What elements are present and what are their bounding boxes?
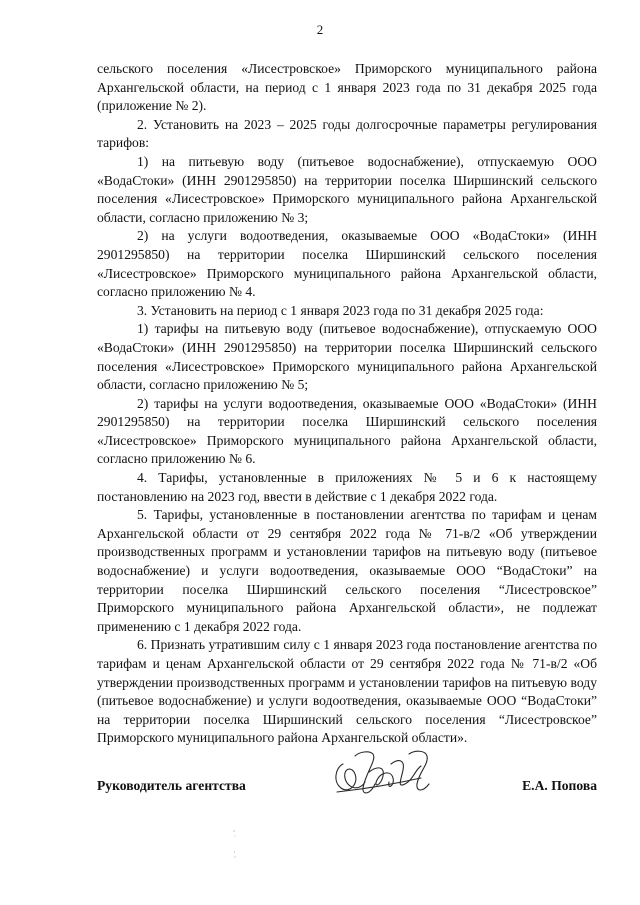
page-number: 2 — [316, 22, 324, 37]
paragraph: сельского поселения «Лисестровское» Приморского муниципального района Архангельской области, на период с 1 января 2023 года по 31 декабря 2025 года (приложение № 2). — [97, 61, 597, 114]
handwritten-signature — [325, 744, 445, 808]
paragraph: 2) на услуги водоотведения, оказываемые ООО «ВодаСтоки» (ИНН 2901295850) на территории поселка Ширшинский сельского поселения «Лисестровское» Приморского муниципального района Архангельской области, согласно приложению № 4. — [97, 228, 597, 300]
paragraph: 6. Признать утратившим силу с 1 января 2023 года постановление агентства по тарифам и ценам Архангельской области от 29 сентября 2022 года № 71-в/2 «Об утверждении производственных программ и установлении тарифов на питьевую воду (питьевое водоснабжение) и услуги водоотведения, оказываемые ООО “ВодаСтоки” на территории поселка Ширшинский сельского поселения “Лисестровское” Приморского муниципального района Архангельской области». — [97, 637, 597, 746]
paragraph: 4. Тарифы, установленные в приложениях № 5 и 6 к настоящему постановлению на 2023 год, ввести в действие с 1 декабря 2022 года. — [97, 470, 597, 504]
document-body — [97, 60, 597, 748]
paragraph: 2. Установить на 2023 – 2025 годы долгосрочные параметры регулирования тарифов: — [97, 116, 597, 151]
signer-position: Руководитель агентства — [97, 778, 246, 793]
paragraph: 1) тарифы на питьевую воду (питьевое водоснабжение), отпускаемую ООО «ВодаСтоки» (ИНН 2901295850) на территории поселка Ширшинский сельского поселения «Лисестровское» Приморского муниципального района Архангельской области, согласно приложению № 5; — [97, 321, 597, 393]
paragraph: 3. Установить на период с 1 января 2023 года по 31 декабря 2025 года: — [137, 302, 544, 318]
paragraph: 2) тарифы на услуги водоотведения, оказываемые ООО «ВодаСтоки» (ИНН 2901295850) на территории поселка Ширшинский сельского поселения «Лисестровское» Приморского муниципального района Архангельской области, согласно приложению № 6. — [97, 395, 597, 467]
paragraph: 5. Тарифы, установленные в постановлении агентства по тарифам и ценам Архангельской области от 29 сентября 2022 года № 71-в/2 «Об утверждении производственных программ и установлении тарифов на питьевую воду (питьевое водоснабжение) и услуги водоотведения, оказываемые ООО “ВодаСтоки” на территории поселка Ширшинский сельского поселения “Лисестровское” Приморского муниципального района Архангельской области», не подлежат применению с 1 декабря 2022 года. — [97, 507, 597, 634]
signature-block — [97, 770, 597, 810]
signer-name: Е.А. Попова — [522, 778, 597, 793]
paragraph: 1) на питьевую воду (питьевое водоснабжение), отпускаемую ООО «ВодаСтоки» (ИНН 2901295850) на территории поселка Ширшинский сельского поселения «Лисестровское» Приморского муниципального района Архангельской области, согласно приложению № 3; — [97, 153, 597, 225]
scan-specks — [232, 828, 238, 868]
